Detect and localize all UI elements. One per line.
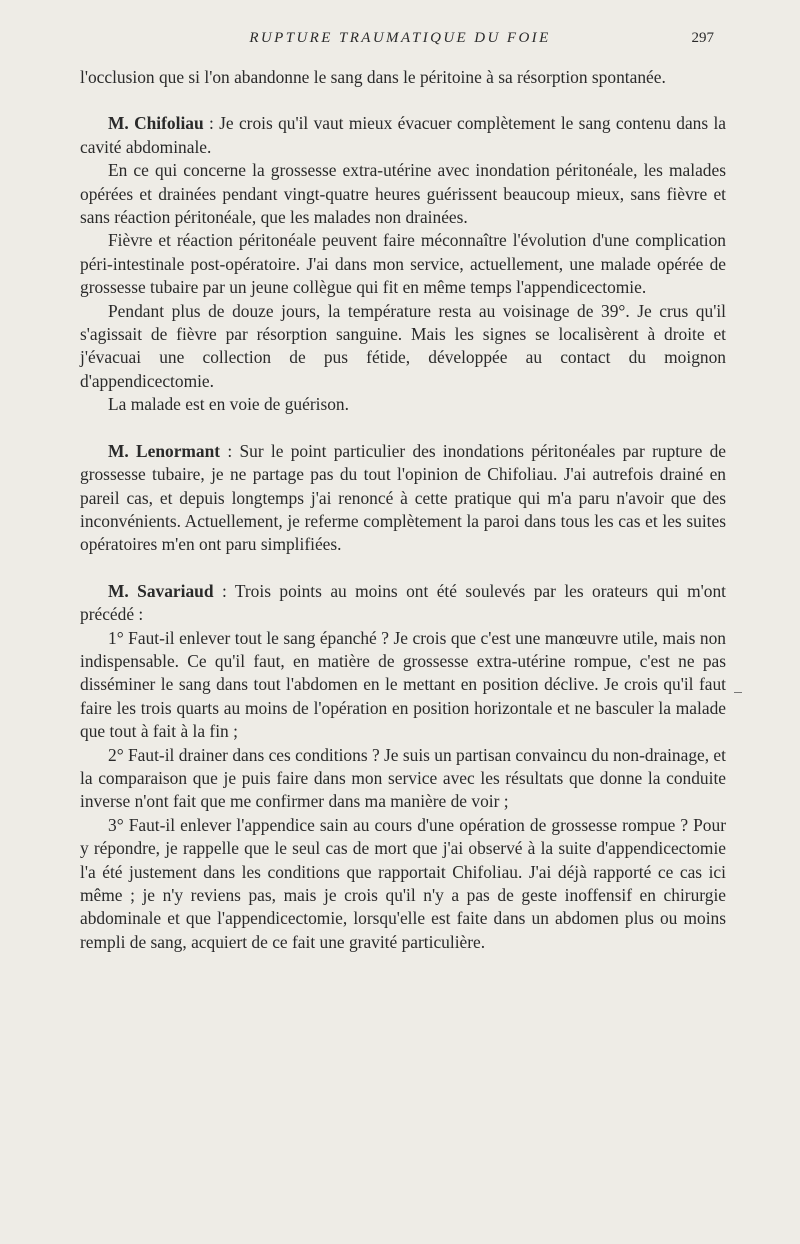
paragraph-lenormant [80, 440, 726, 557]
paragraph [80, 229, 726, 299]
margin-mark [734, 692, 742, 693]
speaker-name: M. Savariaud [108, 580, 214, 601]
paragraph-point-2 [80, 744, 726, 814]
paragraph-text: l'occlusion que si l'on abandonne le sang dans le péritoine à sa résorption spontanée. [80, 67, 666, 87]
paragraph [80, 300, 726, 394]
speaker-name: M. Lenormant [108, 440, 221, 461]
paragraph-text: 2° Faut-il drainer dans ces conditions ? Je suis un partisan convaincu du non-drainage, et la comparaison que je puis faire dans mon service avec les résultats que donne la conduite inverse n'ont fait que me confirmer dans ma manière de voir ; [80, 744, 726, 812]
paragraph-text: : Sur le point particulier des inondations péritonéales par rupture de grossesse tubaire, je ne partage pas du tout l'opinion de Chifoliau. J'ai autrefois drainé en pareil cas, et depuis longtemps j'ai renoncé à cette pratique qui m'a paru n'avoir que des inconvénients. Actuellement, je referme complètement la paroi dans tous les cas et les suites opératoires m'en ont paru simplifiées. [80, 440, 726, 555]
paragraph-text: : Trois points au moins ont été soulevés par les orateurs qui m'ont précédé : [80, 580, 726, 625]
paragraph-point-3 [80, 814, 726, 954]
paragraph [80, 159, 726, 229]
article-body [80, 66, 726, 954]
paragraph-text: En ce qui concerne la grossesse extra-utérine avec inondation péritonéale, les malades opérées et drainées pendant vingt-quatre heures guérissent beaucoup mieux, sans fièvre et sans réaction péritonéale, que les malades non drainées. [80, 160, 726, 228]
paragraph-continuation [80, 66, 726, 89]
paragraph-text: 1° Faut-il enlever tout le sang épanché ? Je crois que c'est une manœuvre utile, mais non indispensable. Ce qu'il faut, en matière de grossesse extra-utérine rompue, c'est ne pas disséminer le sang dans tout l'abdomen en le mettant en position déclive. Je crois qu'il faut faire les trois quarts au moins de l'opération en position horizontale et ne basculer la malade que tout à fait à la fin ; [80, 627, 726, 742]
paragraph-text: Pendant plus de douze jours, la température resta au voisinage de 39°. Je crus qu'il s'agissait de fièvre par résorption sanguine. Mais les signes se localisèrent à droite et j'évacuai une collection de pus fétide, développée au contact du moignon d'appendicectomie. [80, 300, 726, 391]
paragraph-text: : Je crois qu'il vaut mieux évacuer complètement le sang contenu dans la cavité abdominale. [80, 113, 726, 157]
running-title: RUPTURE TRAUMATIQUE DU FOIE [249, 30, 551, 46]
paragraph-text: Fièvre et réaction péritonéale peuvent faire méconnaître l'évolution d'une complication péri-intestinale post-opératoire. J'ai dans mon service, actuellement, une malade opérée de grossesse tubaire par un jeune collègue qui fit en même temps l'appendicectomie. [80, 230, 726, 298]
paragraph-point-1 [80, 627, 726, 744]
page-number: 297 [691, 30, 714, 46]
paragraph-text: 3° Faut-il enlever l'appendice sain au cours d'une opération de grossesse rompue ? Pour y répondre, je rappelle que le seul cas de mort que j'ai observé à la suite d'appendicectomie l'a été justement dans les conditions que rapportait Chifoliau. J'ai déjà rapporté ce cas ici même ; je n'y reviens pas, mais je crois qu'il n'y a pas de geste inoffensif en chirurgie abdominale et que l'appendicectomie, lorsqu'elle est faite dans un abdomen plus ou moins rempli de sang, acquiert de ce fait une gravité particulière. [80, 814, 726, 952]
page-header [0, 28, 800, 52]
paragraph-chifoliau [80, 112, 726, 159]
paragraph-savariaud [80, 580, 726, 627]
paragraph-text: La malade est en voie de guérison. [108, 394, 349, 415]
speaker-name: M. Chifoliau [108, 113, 204, 134]
paragraph [80, 393, 726, 416]
